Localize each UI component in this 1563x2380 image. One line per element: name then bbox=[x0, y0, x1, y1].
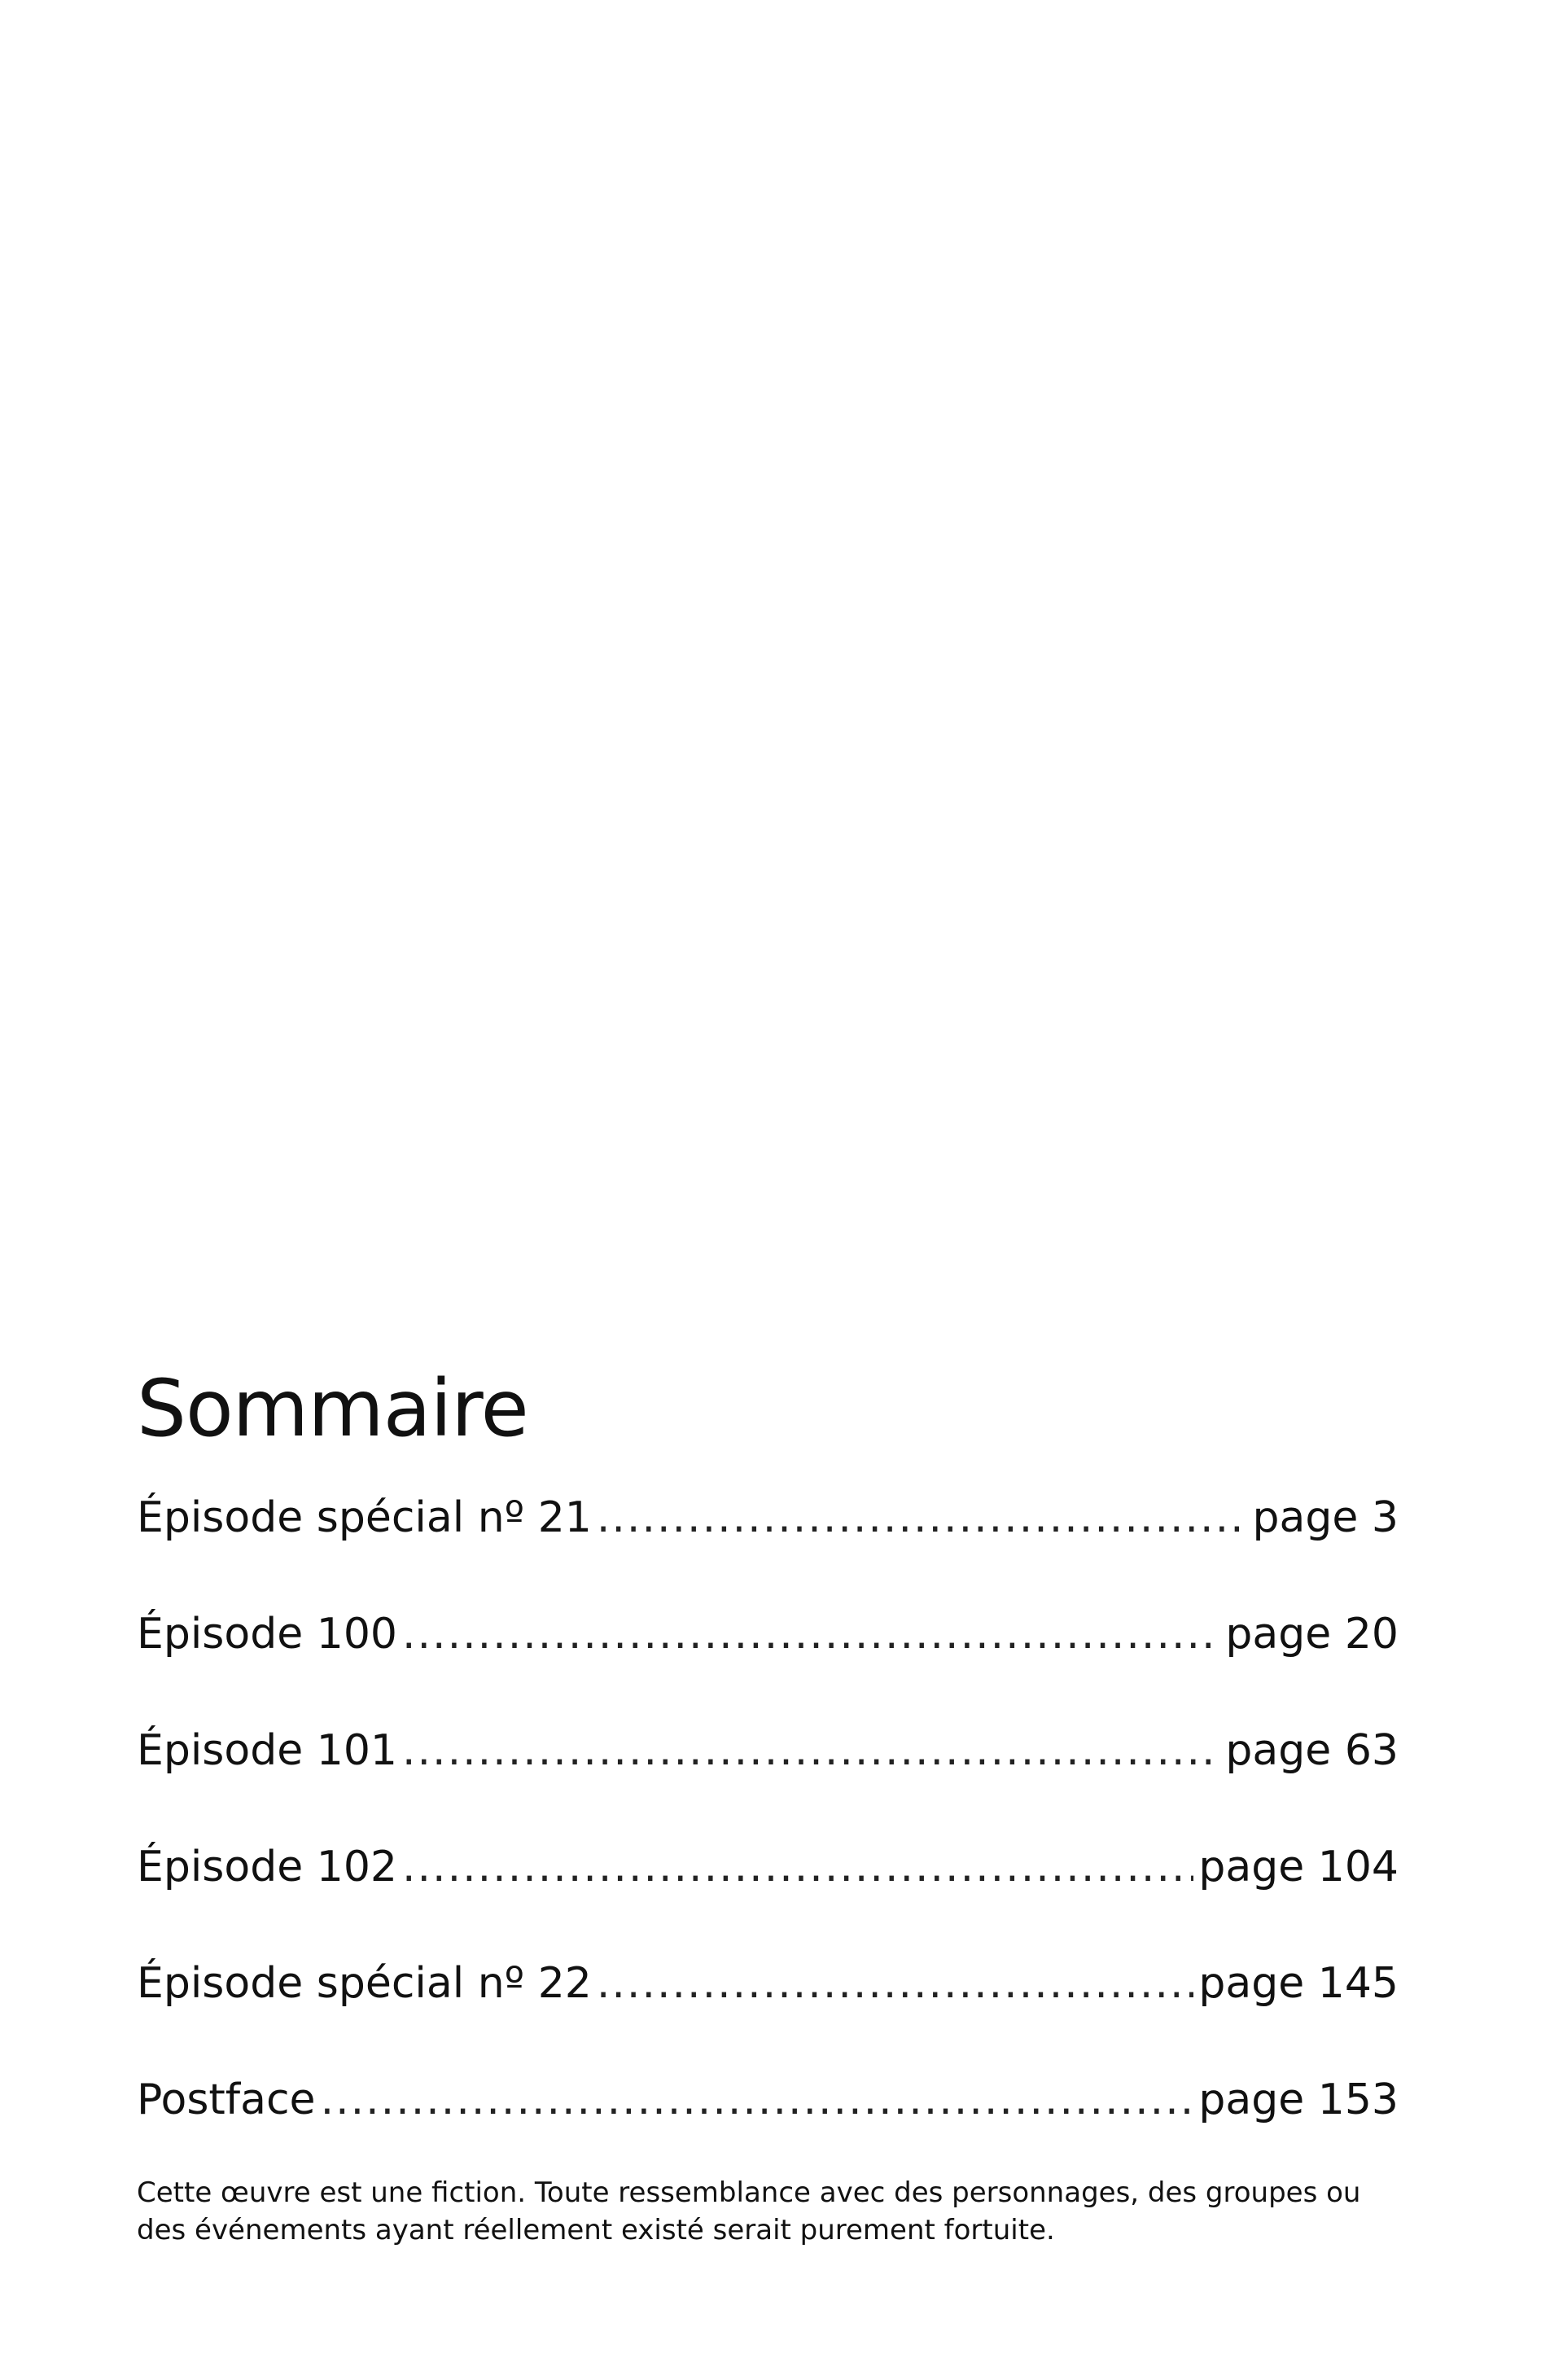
toc-leader-dots bbox=[597, 1477, 1248, 1558]
toc-entry-episode-101 bbox=[137, 1710, 1399, 1826]
toc-title: Sommaire bbox=[137, 1363, 528, 1454]
toc-entry-episode-100 bbox=[137, 1593, 1399, 1710]
toc-entry-postface bbox=[137, 2059, 1399, 2176]
fiction-disclaimer: Cette œuvre est une fiction. Toute ressemblance avec des personnages, des groupes ou des événements ayant réellement existé serait purement fortuite. bbox=[137, 2176, 1361, 2246]
toc-entry-label: Épisode 101 bbox=[137, 1726, 397, 1775]
toc-list bbox=[137, 1477, 1399, 2176]
toc-entry-special-22 bbox=[137, 1943, 1399, 2059]
toc-entry-page: page 104 bbox=[1198, 1843, 1399, 1891]
toc-entry-special-21 bbox=[137, 1477, 1399, 1593]
toc-entry-page: page 145 bbox=[1198, 1959, 1399, 2008]
toc-entry-label: Épisode 100 bbox=[137, 1610, 397, 1659]
table-of-contents bbox=[137, 1360, 1399, 2176]
toc-entry-page: page 153 bbox=[1198, 2075, 1399, 2124]
toc-entry-page: page 3 bbox=[1252, 1493, 1399, 1542]
toc-entry-label: Épisode spécial nº 21 bbox=[137, 1493, 592, 1542]
toc-entry-page: page 63 bbox=[1225, 1726, 1399, 1775]
toc-leader-dots bbox=[402, 1710, 1220, 1791]
toc-entry-page: page 20 bbox=[1225, 1610, 1399, 1659]
toc-entry-label: Postface bbox=[137, 2075, 316, 2124]
toc-entry-label: Épisode spécial nº 22 bbox=[137, 1959, 592, 2008]
toc-leader-dots bbox=[321, 2059, 1194, 2141]
toc-leader-dots bbox=[402, 1593, 1220, 1675]
toc-entry-label: Épisode 102 bbox=[137, 1843, 397, 1891]
toc-leader-dots bbox=[402, 1826, 1193, 1908]
toc-entry-episode-102 bbox=[137, 1826, 1399, 1943]
toc-leader-dots bbox=[597, 1943, 1193, 2024]
